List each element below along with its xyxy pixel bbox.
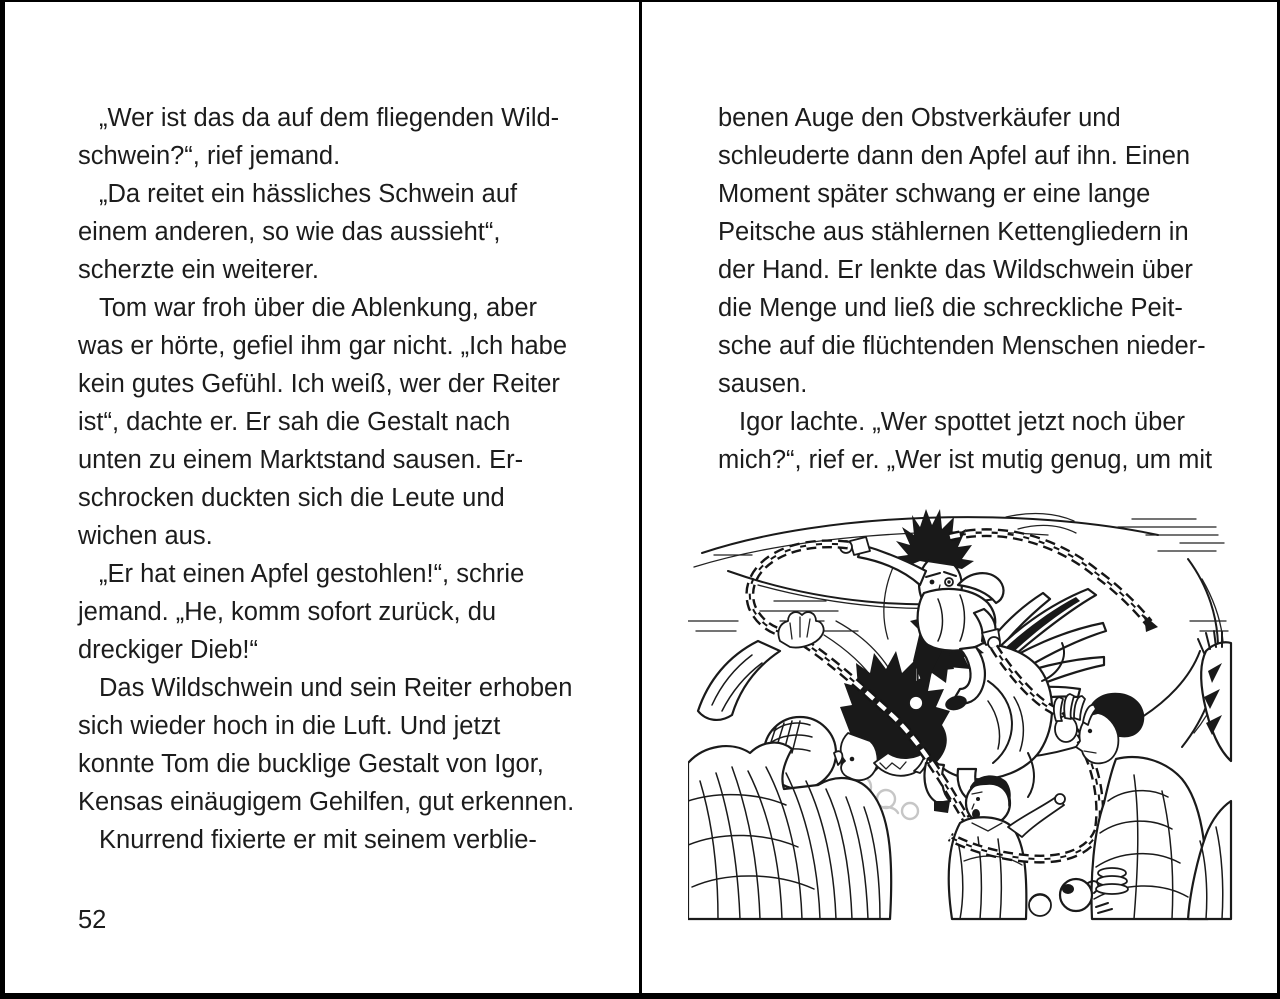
illustration-igor-on-flying-boar [688,500,1233,924]
text-line: Knurrend fixierte er mit seinem verblie- [99,826,537,854]
text-line: jemand. „He, komm sofort zurück, du [78,598,497,626]
text-line: sich wieder hoch in die Luft. Und jetzt [78,712,501,740]
text-line: Igor lachte. „Wer spottet jetzt noch über [739,408,1186,436]
left-page-text [78,99,574,859]
text-line: benen Auge den Obstverkäufer und [718,104,1121,132]
text-line: Kensas einäugigem Gehilfen, gut erkennen. [78,788,575,816]
text-line: scherzte ein weiterer. [78,256,319,284]
illustration-svg [688,500,1233,924]
text-line: „Wer ist das da auf dem fliegenden Wild- [99,104,560,132]
text-line: die Menge und ließ die schreckliche Peit- [718,294,1183,322]
text-line: Das Wildschwein und sein Reiter erhoben [99,674,573,702]
right-edge-figure [1188,631,1231,919]
text-line: kein gutes Gefühl. Ich weiß, wer der Reiter [78,370,560,398]
text-line: dreckiger Dieb!“ [78,636,258,664]
text-line: mich?“, rief er. „Wer ist mutig genug, um mit [718,446,1213,474]
text-line: konnte Tom die bucklige Gestalt von Igor, [78,750,544,778]
text-line: sche auf die flüchtenden Menschen nieder- [718,332,1206,360]
text-line: ist“, dachte er. Er sah die Gestalt nach [78,408,511,436]
text-line: schrocken duckten sich die Leute und [78,484,505,512]
right-page-text [718,99,1212,479]
page-number: 52 [78,906,107,934]
text-line: einem anderen, so wie das aussieht“, [78,218,501,246]
text-line: „Da reitet ein hässliches Schwein auf [99,180,518,208]
page-divider [639,2,642,993]
text-line: was er hörte, gefiel ihm gar nicht. „Ich habe [78,332,567,360]
text-line: Peitsche aus stählernen Kettengliedern in [718,218,1189,246]
text-line: Tom war froh über die Ablenkung, aber [99,294,538,322]
text-line: wichen aus. [78,522,213,550]
text-line: sausen. [718,370,808,398]
text-line: „Er hat einen Apfel gestohlen!“, schrie [99,560,525,588]
text-line: schleuderte dann den Apfel auf ihn. Einen [718,142,1191,170]
text-line: der Hand. Er lenkte das Wildschwein über [718,256,1193,284]
text-line: Moment später schwang er eine lange [718,180,1151,208]
text-line: schwein?“, rief jemand. [78,142,341,170]
text-line: unten zu einem Marktstand sausen. Er- [78,446,524,474]
